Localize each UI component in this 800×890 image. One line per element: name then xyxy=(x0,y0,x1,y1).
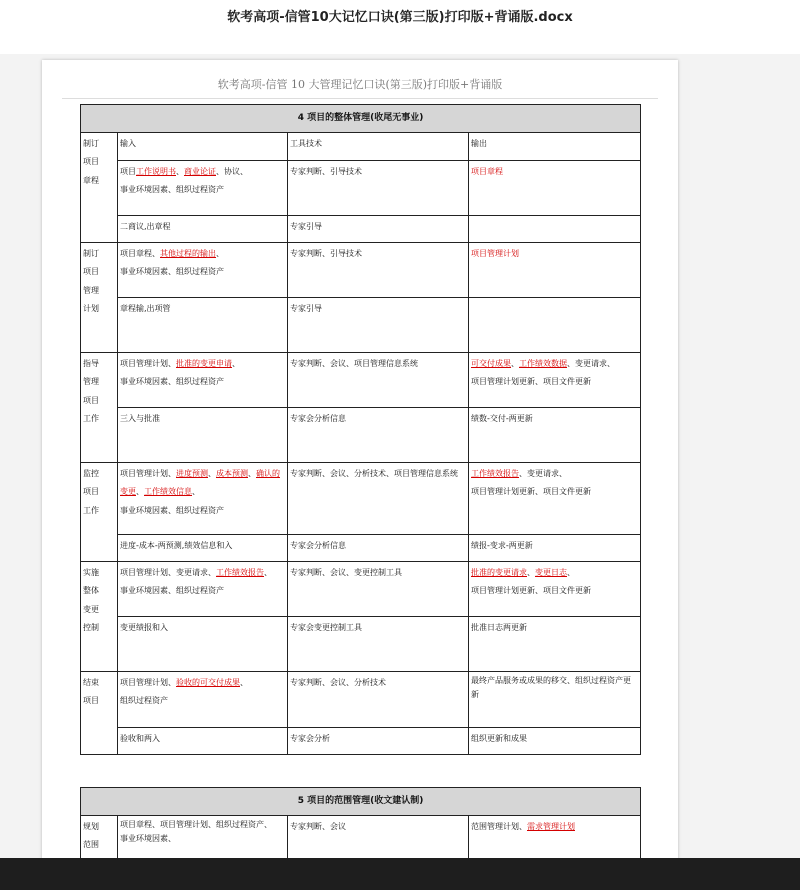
tools-mnemonic: 专家引导 xyxy=(288,298,469,353)
scope-management-table xyxy=(80,787,641,860)
section-title: 4 项目的整体管理(收尾无事业) xyxy=(81,105,641,133)
process-outputs: 工作绩效报告、变更请求、 项目管理计划更新、项目文件更新 xyxy=(469,463,641,535)
tools-mnemonic: 专家会变更控制工具 xyxy=(288,617,469,672)
process-name: 制订 项目 管理 计划 xyxy=(81,243,118,353)
integration-management-table xyxy=(80,104,641,755)
page-header: 软考高项-信管 10 大管理记忆口诀(第三版)打印版+背诵版 xyxy=(62,76,658,99)
process-inputs: 项目管理计划、批准的变更申请、 事业环境因素、组织过程资产 xyxy=(118,353,288,408)
column-header-output: 输出 xyxy=(469,133,641,161)
process-inputs: 项目管理计划、验收的可交付成果、 组织过程资产 xyxy=(118,672,288,728)
process-name: 监控 项目 工作 xyxy=(81,463,118,562)
title-bar xyxy=(0,0,800,54)
process-tools: 专家判断、会议、项目管理信息系统 xyxy=(288,353,469,408)
input-mnemonic: 二商议,出章程 xyxy=(118,216,288,243)
column-header-tools: 工具技术 xyxy=(288,133,469,161)
input-mnemonic: 验收和两入 xyxy=(118,728,288,755)
process-outputs: 可交付成果、工作绩效数据、变更请求、 项目管理计划更新、项目文件更新 xyxy=(469,353,641,408)
process-name: 结束 项目 xyxy=(81,672,118,755)
process-tools: 专家判断、会议 xyxy=(288,816,469,861)
tools-mnemonic: 专家引导 xyxy=(288,216,469,243)
process-inputs: 项目管理计划、进度预测、成本预测、确认的变更、工作绩效信息、 事业环境因素、组织过程资产 xyxy=(118,463,288,535)
process-tools: 专家判断、引导技术 xyxy=(288,243,469,298)
process-outputs: 项目章程 xyxy=(469,161,641,216)
output-mnemonic: 组织更新和成果 xyxy=(469,728,641,755)
document-viewer[interactable] xyxy=(0,54,800,858)
output-mnemonic: 绩报-变求-两更新 xyxy=(469,535,641,562)
process-name: 实施 整体 变更 控制 xyxy=(81,562,118,672)
bottom-bar xyxy=(0,858,800,890)
process-tools: 专家判断、会议、分析技术、项目管理信息系统 xyxy=(288,463,469,535)
process-inputs: 项目工作说明书、商业论证、协议、 事业环境因素、组织过程资产 xyxy=(118,161,288,216)
column-header-input: 输入 xyxy=(118,133,288,161)
process-tools: 专家判断、会议、分析技术 xyxy=(288,672,469,728)
process-inputs: 项目管理计划、变更请求、工作绩效报告、 事业环境因素、组织过程资产 xyxy=(118,562,288,617)
output-mnemonic xyxy=(469,216,641,243)
process-outputs: 范围管理计划、需求管理计划 xyxy=(469,816,641,861)
section-title: 5 项目的范围管理(收文建认制) xyxy=(81,788,641,816)
process-name: 制订 项目 章程 xyxy=(81,133,118,243)
document-title: 软考高项-信管10大记忆口诀(第三版)打印版+背诵版.docx xyxy=(227,10,573,25)
document-page xyxy=(42,60,678,860)
process-tools: 专家判断、引导技术 xyxy=(288,161,469,216)
tools-mnemonic: 专家会分析信息 xyxy=(288,408,469,463)
input-mnemonic: 三入与批准 xyxy=(118,408,288,463)
input-mnemonic: 变更绩报和入 xyxy=(118,617,288,672)
process-outputs: 项目管理计划 xyxy=(469,243,641,298)
process-tools: 专家判断、会议、变更控制工具 xyxy=(288,562,469,617)
process-outputs: 批准的变更请求、变更日志、 项目管理计划更新、项目文件更新 xyxy=(469,562,641,617)
output-mnemonic: 绩数-交付-两更新 xyxy=(469,408,641,463)
process-inputs: 项目章程、其他过程的输出、 事业环境因素、组织过程资产 xyxy=(118,243,288,298)
process-name: 规划 范围 xyxy=(81,816,118,861)
process-name: 指导 管理 项目 工作 xyxy=(81,353,118,463)
output-mnemonic: 批准日志两更新 xyxy=(469,617,641,672)
process-inputs: 项目章程、项目管理计划、组织过程资产、 事业环境因素、 xyxy=(118,816,288,861)
tools-mnemonic: 专家会分析信息 xyxy=(288,535,469,562)
output-mnemonic xyxy=(469,298,641,353)
process-outputs: 最终产品服务或成果的移交、组织过程资产更新 xyxy=(469,672,641,728)
input-mnemonic: 进度-成本-两预测,绩效信息和入 xyxy=(118,535,288,562)
tools-mnemonic: 专家会分析 xyxy=(288,728,469,755)
input-mnemonic: 章程输,出项管 xyxy=(118,298,288,353)
